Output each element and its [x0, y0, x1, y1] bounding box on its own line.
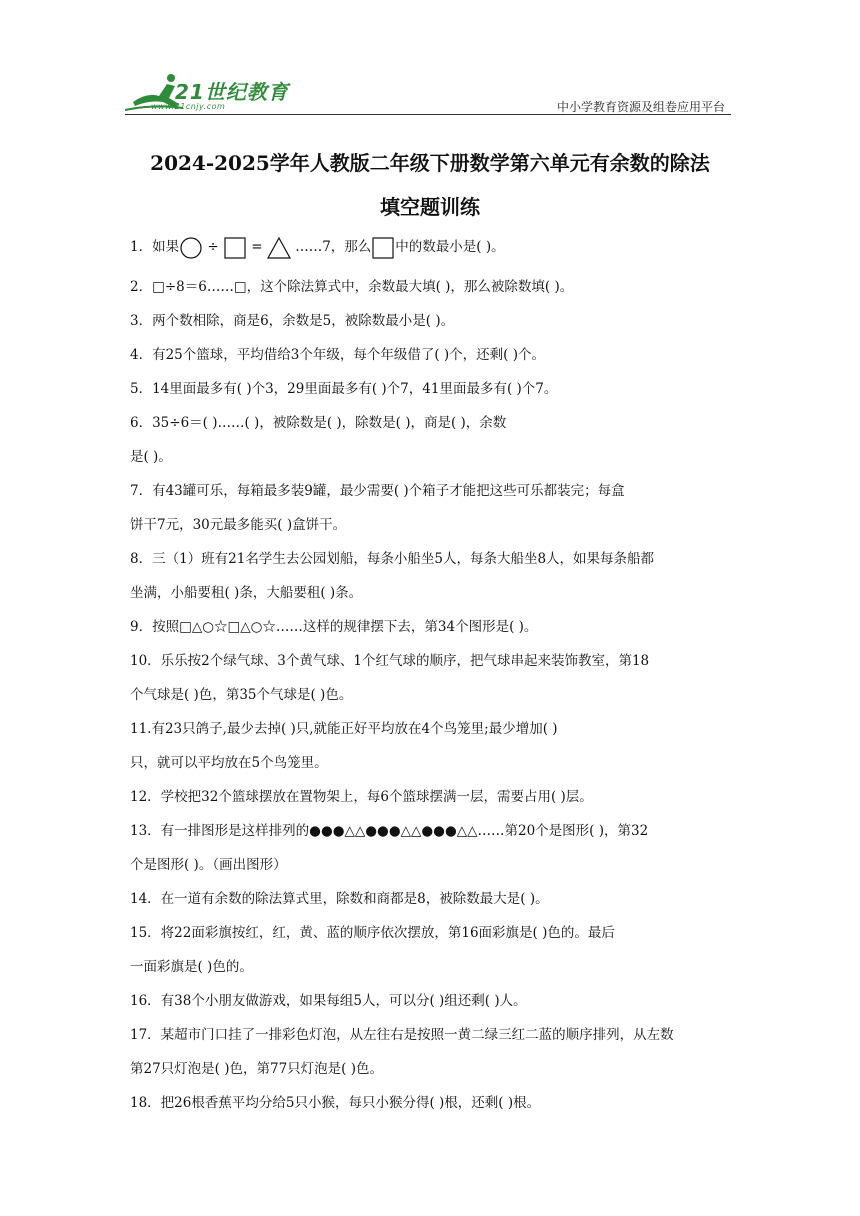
question-line: 11.有23只鸽子,最少去掉( )只,就能正好平均放在4个鸟笼里;最少增加( ) [130, 721, 558, 737]
question-line: 17．某超市门口挂了一排彩色灯泡，从左往右是按照一黄二绿三红二蓝的顺序排列，从左数 [130, 1027, 674, 1043]
question-line: 饼干7元，30元最多能买( )盒饼干。 [130, 517, 347, 533]
question-line: 是( )。 [130, 449, 172, 465]
question-line: 9．按照□△○☆□△○☆……这样的规律摆下去，第34个图形是( )。 [130, 619, 538, 635]
page-title-line2: 填空题训练 [380, 195, 480, 219]
header-divider [125, 114, 731, 115]
question-line: 3．两个数相除，商是6，余数是5，被除数最小是( )。 [130, 313, 455, 329]
platform-label: 中小学教育资源及组卷应用平台 [556, 100, 725, 114]
question-line: 12．学校把32个篮球摆放在置物架上，每6个篮球摆满一层，需要占用( )层。 [130, 789, 593, 805]
question-line: 15．将22面彩旗按红，红，黄、蓝的顺序依次摆放，第16面彩旗是( )色的。最后 [130, 925, 615, 941]
question-line: 一面彩旗是( )色的。 [130, 959, 253, 975]
question-line: 8．三（1）班有21名学生去公园划船，每条小船坐5人，每条大船坐8人，如果每条船都 [130, 551, 655, 567]
question-1 [130, 230, 732, 264]
logo-text: 21世纪教育 [175, 80, 289, 104]
logo-url: www.21cnjy.com [151, 102, 226, 111]
logo [125, 70, 295, 114]
question-line: 10．乐乐按2个绿气球、3个黄气球、1个红气球的顺序，把气球串起来装饰教室，第18 [130, 653, 650, 669]
square-shape [223, 237, 247, 259]
page-header [125, 68, 731, 116]
q1-part-a: 1．如果 [130, 239, 180, 255]
triangle-shape [267, 237, 291, 259]
question-line: 个气球是( )色，第35个气球是( )色。 [130, 687, 353, 703]
q1-part-c: 中的数最小是( )。 [395, 239, 505, 255]
question-line: 坐满，小船要租( )条，大船要租( )条。 [130, 585, 363, 601]
question-line: 16．有38个小朋友做游戏，如果每组5人，可以分( )组还剩( )人。 [130, 993, 527, 1009]
question-line: 4．有25个篮球，平均借给3个年级，每个年级借了( )个，还剩( )个。 [130, 347, 546, 363]
question-line: 18．把26根香蕉平均分给5只小猴，每只小猴分得( )根，还剩( )根。 [130, 1095, 541, 1111]
question-line: 13．有一排图形是这样排列的●●●△△●●●△△●●●△△……第20个是图形( )，第32 [130, 823, 649, 839]
question-line: 14．在一道有余数的除法算式里，除数和商都是8，被除数最大是( )。 [130, 891, 549, 907]
question-line: 第27只灯泡是( )色，第77只灯泡是( )色。 [130, 1061, 384, 1077]
q1-divide: ÷ [207, 239, 219, 255]
circle-shape [179, 237, 203, 259]
question-line: 6．35÷6＝( )……( )，被除数是( )，除数是( )，商是( )，余数 [130, 415, 507, 431]
square-shape [371, 237, 395, 259]
q1-part-b: ……7，那么 [295, 239, 372, 255]
question-line: 7．有43罐可乐，每箱最多装9罐，最少需要( )个箱子才能把这些可乐都装完；每盒 [130, 483, 625, 499]
page-title-line1: 2024-2025学年人教版二年级下册数学第六单元有余数的除法 [150, 151, 710, 175]
q1-equals: = [251, 239, 263, 255]
question-line: 只，就可以平均放在5个鸟笼里。 [130, 755, 328, 771]
question-line: 5．14里面最多有( )个3，29里面最多有( )个7，41里面最多有( )个7。 [130, 381, 558, 397]
question-line: 个是图形( )。（画出图形） [130, 857, 287, 873]
question-line: 2．□÷8＝6……□，这个除法算式中，余数最大填( )，那么被除数填( )。 [130, 279, 574, 295]
